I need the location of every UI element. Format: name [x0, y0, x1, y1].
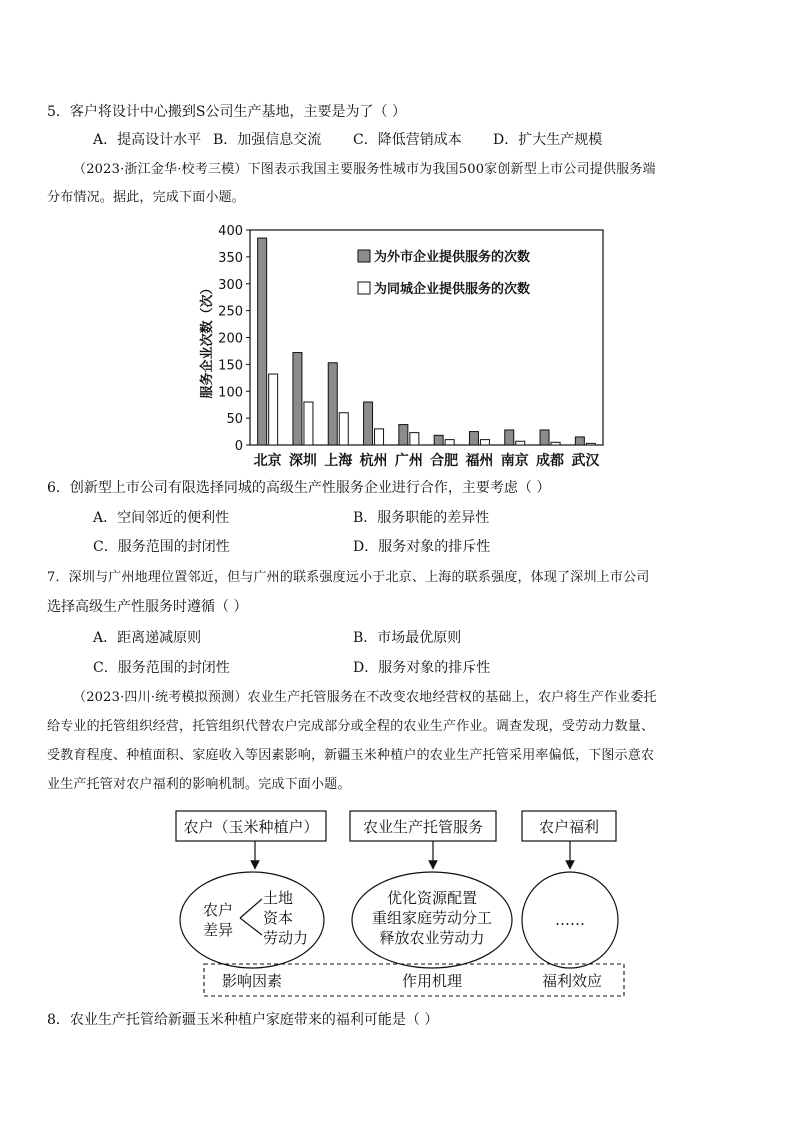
q6-option-b: B．服务职能的差异性 — [353, 510, 490, 526]
q7-option-a: A．距离递减原则 — [93, 630, 202, 646]
chart-bar-same-city — [516, 441, 525, 445]
diagram-ellipse-factors — [180, 872, 324, 968]
diagram-footer-factors: 影响因素 — [221, 972, 283, 990]
diagram-box-service-label: 农业生产托管服务 — [362, 818, 484, 836]
chart-y-tick-label: 400 — [218, 224, 243, 239]
intro2-line3: 受教育程度、种植面积、家庭收入等因素影响，新疆玉米种植户的农业生产托管采用率偏低，下图示意农 — [47, 748, 655, 763]
chart-y-tick-label: 200 — [218, 331, 243, 347]
q7-stem-line2: 选择高级生产性服务时遵循（ ） — [47, 599, 248, 615]
q5-stem: 5．客户将设计中心搬到S公司生产基地，主要是为了（ ） — [47, 104, 406, 120]
diagram-capital-label: 资本 — [263, 909, 294, 927]
chart-y-tick-label: 100 — [218, 385, 243, 401]
diagram-land-label: 土地 — [263, 889, 294, 907]
chart-legend-label: 为外市企业提供服务的次数 — [374, 250, 531, 265]
chart-bar-other-city — [505, 430, 514, 445]
chart-y-tick-label: 350 — [218, 250, 243, 266]
chart-bar-other-city — [364, 402, 373, 445]
diagram-mechanism-line3: 释放农业劳动力 — [379, 929, 485, 947]
q7-option-c: C．服务范围的封闭性 — [93, 660, 230, 676]
chart-x-tick-label: 福州 — [465, 453, 494, 469]
chart-x-tick-label: 成都 — [536, 453, 565, 469]
chart-y-tick-label: 50 — [226, 412, 243, 428]
q6-option-a: A．空间邻近的便利性 — [93, 510, 230, 526]
mechanism-diagram — [170, 805, 640, 1005]
diagram-labor-label: 劳动力 — [263, 929, 309, 947]
intro1-line2: 分布情况。据此，完成下面小题。 — [47, 190, 246, 205]
diagram-farmer-label: 农户 — [202, 901, 234, 919]
q7-option-d: D．服务对象的排斥性 — [353, 660, 491, 676]
chart-y-tick-label: 0 — [234, 439, 243, 454]
chart-bar-same-city — [339, 413, 348, 445]
diagram-footer-effect: 福利效应 — [541, 972, 603, 990]
chart-x-tick-label: 杭州 — [359, 453, 388, 469]
chart-bar-other-city — [399, 425, 408, 445]
diagram-footer-mechanism: 作用机理 — [401, 972, 463, 990]
chart-bar-other-city — [258, 238, 267, 445]
chart-legend-swatch — [358, 282, 370, 294]
chart-y-tick-label: 300 — [218, 277, 243, 293]
q5-option-c: C．降低营销成本 — [353, 132, 462, 148]
chart-x-tick-label: 广州 — [394, 453, 423, 469]
q6-option-d: D．服务对象的排斥性 — [353, 539, 491, 555]
q5-option-a: A．提高设计水平 — [93, 132, 202, 148]
chart-y-axis-label: 服务企业次数（次） — [200, 281, 215, 399]
q8-stem: 8．农业生产托管给新疆玉米种植户家庭带来的福利可能是（ ） — [47, 1012, 439, 1028]
intro2-line1: （2023·四川·统考模拟预测）农业生产托管服务在不改变农地经营权的基础上，农户将生产作业委托 — [73, 690, 657, 705]
chart-bar-other-city — [469, 432, 478, 445]
intro1-line1: （2023·浙江金华·校考三模）下图表示我国主要服务性城市为我国500家创新型上市公司提供服务端 — [73, 162, 656, 177]
q6-option-c: C．服务范围的封闭性 — [93, 539, 230, 555]
diagram-difference-label: 差异 — [202, 921, 234, 939]
q7-option-b: B．市场最优原则 — [353, 630, 462, 646]
q6-stem: 6．创新型上市公司有限选择同城的高级生产性服务企业进行合作，主要考虑（ ） — [47, 480, 551, 496]
chart-x-tick-label: 南京 — [500, 453, 529, 469]
chart-x-tick-label: 上海 — [324, 453, 353, 469]
q5-option-b: B．加强信息交流 — [213, 132, 322, 148]
chart-y-tick-label: 150 — [218, 358, 243, 374]
diagram-box-welfare-label: 农户福利 — [538, 818, 600, 836]
diagram-box-farmer-label: 农户（玉米种植户） — [183, 818, 319, 836]
chart-bar-other-city — [293, 353, 302, 445]
chart-x-tick-label: 深圳 — [288, 453, 317, 469]
chart-bar-same-city — [480, 440, 489, 445]
q7-stem-line1: 7．深圳与广州地理位置邻近，但与广州的联系强度远小于北京、上海的联系强度，体现了深圳上市公司 — [47, 570, 650, 585]
chart-bar-same-city — [551, 442, 560, 445]
chart-bar-same-city — [445, 440, 454, 445]
chart-bar-same-city — [304, 402, 313, 445]
chart-bar-same-city — [375, 429, 384, 445]
bar-chart — [195, 220, 615, 470]
chart-bar-other-city — [540, 430, 549, 445]
chart-legend-swatch — [358, 250, 370, 262]
chart-bar-other-city — [575, 437, 584, 445]
chart-x-tick-label: 合肥 — [430, 453, 459, 469]
chart-y-tick-label: 250 — [218, 304, 243, 320]
chart-x-tick-label: 北京 — [253, 453, 282, 469]
chart-bar-same-city — [586, 443, 595, 445]
chart-bar-same-city — [410, 433, 419, 445]
diagram-mechanism-line1: 优化资源配置 — [386, 889, 478, 907]
diagram-ellipsis: …… — [555, 911, 585, 929]
chart-legend-label: 为同城企业提供服务的次数 — [374, 282, 531, 297]
diagram-mechanism-line2: 重组家庭劳动分工 — [371, 909, 493, 927]
q5-option-d: D．扩大生产规模 — [493, 132, 603, 148]
intro2-line4: 业生产托管对农户福利的影响机制。完成下面小题。 — [47, 777, 351, 792]
chart-bar-other-city — [328, 363, 337, 445]
intro2-line2: 给专业的托管组织经营，托管组织代替农户完成部分或全程的农业生产作业。调查发现，受劳动力数量、 — [47, 719, 655, 734]
chart-x-tick-label: 武汉 — [571, 453, 600, 469]
chart-bar-other-city — [434, 435, 443, 445]
chart-bar-same-city — [269, 374, 278, 445]
